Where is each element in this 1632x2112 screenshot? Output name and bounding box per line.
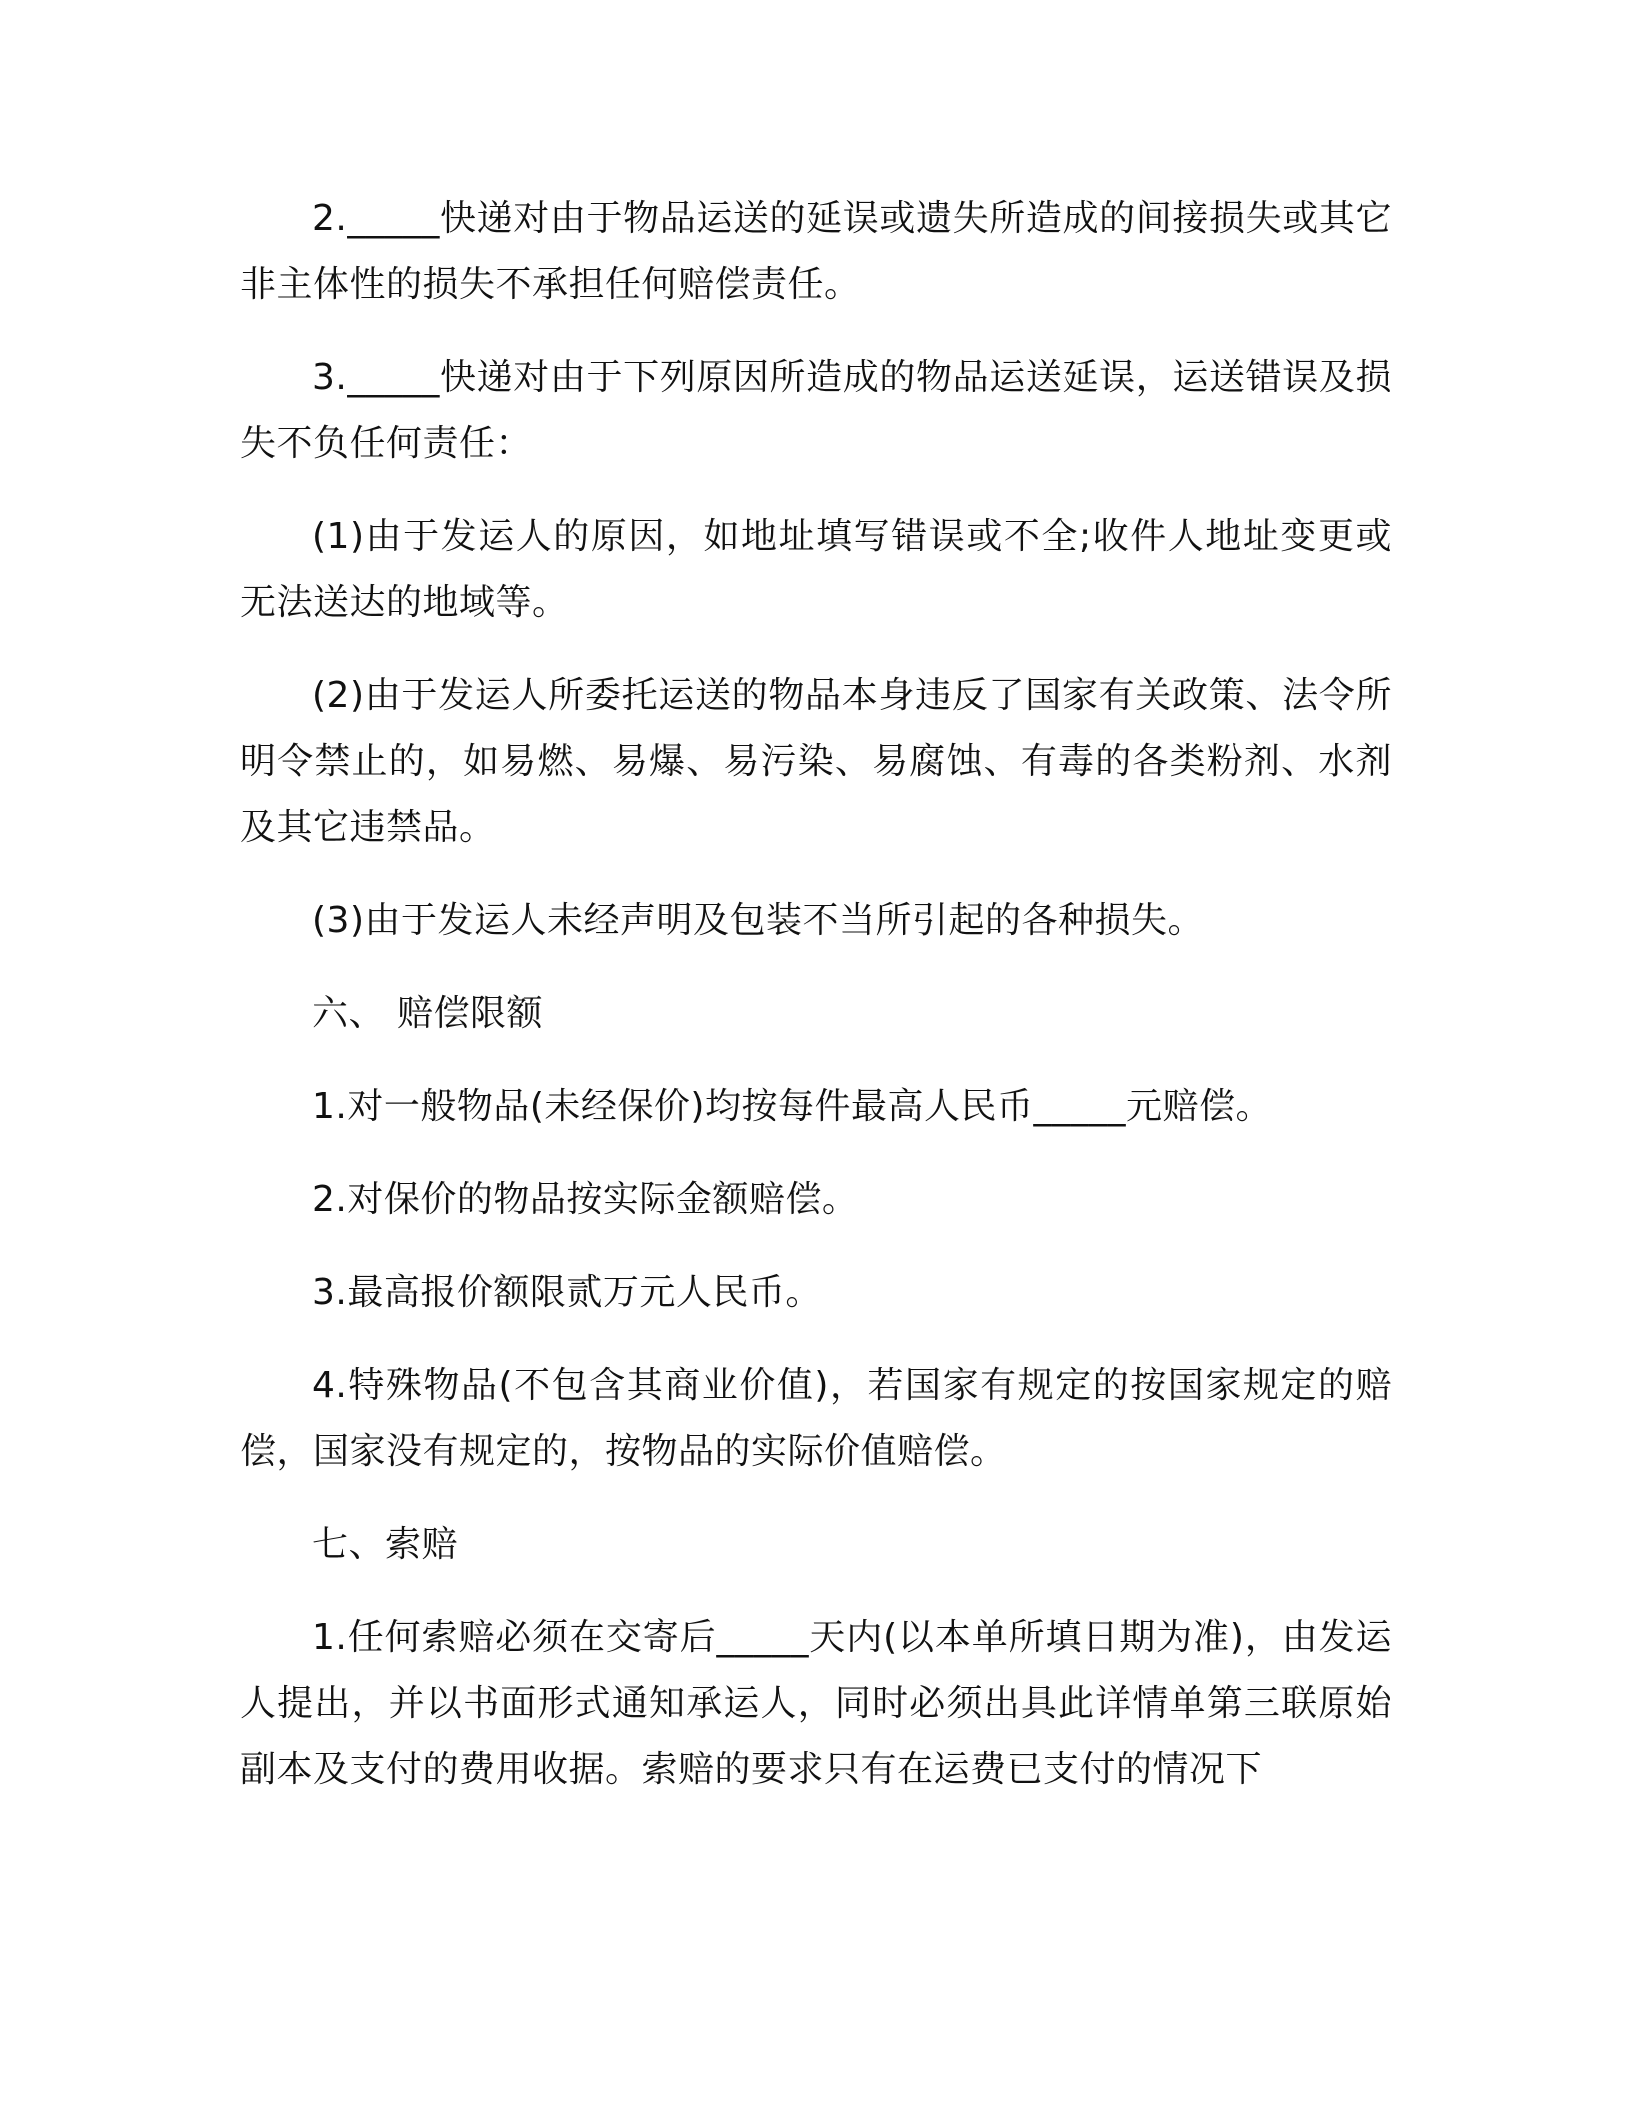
paragraph-exemption-3: (3)由于发运人未经声明及包装不当所引起的各种损失。 [312,900,1204,941]
paragraph-limit-1: 1.对一般物品(未经保价)均按每件最高人民币_____元赔偿。 [312,1086,1272,1127]
paragraph-limit-2: 2.对保价的物品按实际金额赔偿。 [312,1179,859,1220]
paragraph-exemption-2: (2)由于发运人所委托运送的物品本身违反了国家有关政策、法令所明令禁止的，如易燃、易爆、易污染、易腐蚀、有毒的各类粉剂、水剂及其它违禁品。 [240,675,1392,848]
paragraph-exemption-1: (1)由于发运人的原因，如地址填写错误或不全;收件人地址变更或无法送达的地域等。 [240,516,1392,623]
paragraph-limit-4: 4.特殊物品(不包含其商业价值)，若国家有规定的按国家规定的赔偿，国家没有规定的，按物品的实际价值赔偿。 [240,1365,1392,1472]
document-body [240,186,1392,1830]
paragraph-2-indirect-loss: 2._____快递对由于物品运送的延误或遗失所造成的间接损失或其它非主体性的损失不承担任何赔偿责任。 [240,198,1392,305]
section-heading-claims: 七、索赔 [312,1524,459,1565]
paragraph-claims-1: 1.任何索赔必须在交寄后_____天内(以本单所填日期为准)，由发运人提出，并以书面形式通知承运人，同时必须出具此详情单第三联原始副本及支付的费用收据。索赔的要求只有在运费已支付的情况下 [240,1617,1392,1790]
section-heading-compensation-limit: 六、 赔偿限额 [312,993,543,1034]
paragraph-3-exemptions: 3._____快递对由于下列原因所造成的物品运送延误，运送错误及损失不负任何责任： [240,357,1392,464]
paragraph-limit-3: 3.最高报价额限贰万元人民币。 [312,1272,822,1313]
